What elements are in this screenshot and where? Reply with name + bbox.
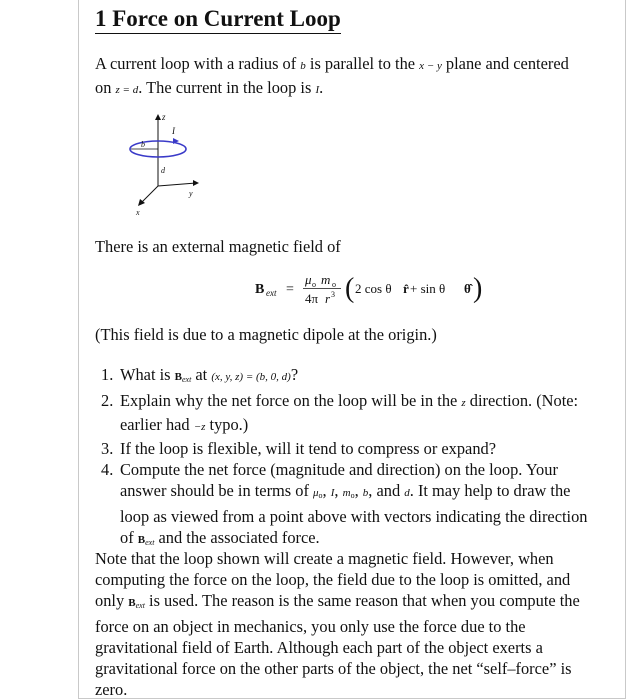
- z-axis-arrow: [155, 114, 161, 120]
- question-list: [95, 364, 620, 553]
- height-label: d: [161, 166, 165, 175]
- question-3: 3. If the loop is flexible, will it tend to compress or expand?: [101, 439, 496, 458]
- eq-r-exponent: 3: [331, 290, 335, 299]
- dipole-note: (This field is due to a magnetic dipole at the origin.): [95, 325, 437, 344]
- y-axis-arrow: [193, 180, 199, 186]
- x-axis: [141, 186, 158, 203]
- eq-equals: =: [286, 282, 294, 297]
- field-equation: [255, 264, 490, 314]
- external-field-text: There is an external magnetic field of: [95, 237, 341, 256]
- intro-line-1: A current loop with a radius of b is parallel to the x − y plane and centered: [95, 54, 569, 73]
- radius-label: b: [141, 140, 145, 149]
- intro-paragraph: [95, 53, 569, 101]
- eq-b-symbol: B: [255, 282, 265, 297]
- question-4: 4. Compute the net force (magnitude and direction) on the loop. Your answer should be in terms of $\mu_o$, I, $m_o$, b, and d. It may help to draw the loop as viewed from a point above with vectors indicating the direction of $B_{ext}$ and the associated force.: [101, 460, 588, 547]
- eq-term-2: + sin θ: [410, 281, 446, 296]
- question-1: 1. What is $B_{ext}$ at (x, y, z) = (b, 0, d)?: [101, 365, 299, 384]
- eq-theta-hat: θ̂: [464, 281, 471, 296]
- current-label: I: [172, 126, 175, 136]
- y-axis: [158, 183, 196, 186]
- x-label: x: [136, 208, 140, 217]
- z-label: z: [162, 112, 166, 122]
- question-2: 2. Explain why the net force on the loop will be in the z direction. (Note: earlier had −z typo.): [101, 391, 579, 434]
- current-loop-diagram: [125, 110, 205, 218]
- eq-r-hat: r̂: [403, 281, 409, 296]
- eq-four-pi: 4π: [305, 291, 319, 306]
- intro-line-2: on z = d. The current in the loop is I.: [95, 78, 324, 97]
- eq-r: r: [325, 291, 331, 306]
- eq-m-sub: o: [332, 280, 336, 289]
- eq-ext-subscript: ext: [266, 288, 277, 298]
- eq-mu-sub: o: [312, 280, 316, 289]
- eq-right-paren: ): [473, 273, 483, 304]
- self-force-note: Note that the loop shown will create a magnetic field. However, when computing the force on the loop, the field due to the loop is omitted, and only $B_{ext}$ is used. The reason is the same reason that when you compute the force on an object in mechanics, you only use the force due to the gravitational field of Earth. Although each part of the object exerts a gravitational force on the other parts of the object, the net “self–force” is zero.: [95, 549, 580, 699]
- section-title: 1 Force on Current Loop: [95, 6, 341, 34]
- eq-mu: μ: [305, 272, 312, 287]
- eq-term-1: 2 cos θ: [355, 281, 392, 296]
- eq-m: m: [321, 272, 331, 287]
- y-label: y: [189, 189, 193, 198]
- eq-left-paren: (: [345, 273, 355, 304]
